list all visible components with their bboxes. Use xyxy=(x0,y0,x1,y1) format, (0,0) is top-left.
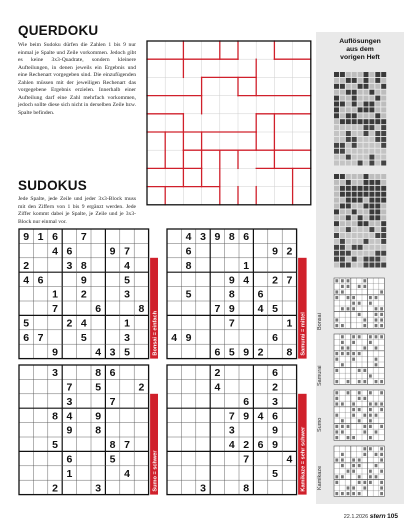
sudoku-given-digit: 9 xyxy=(23,231,30,244)
sudoku-given-digit: 3 xyxy=(200,482,206,495)
sudoku-given-digit: 9 xyxy=(109,245,116,258)
sudoku-given-digit: 8 xyxy=(243,482,250,495)
sudoku-samurai[interactable] xyxy=(166,228,312,360)
querdoku-grid[interactable] xyxy=(146,40,312,206)
sudoku-given-digit: 7 xyxy=(228,410,235,423)
sudoku-kamikaze[interactable] xyxy=(166,364,312,496)
sudoku-given-digit: 7 xyxy=(124,245,130,258)
sudoku-given-digit: 8 xyxy=(109,439,116,452)
sudoku-given-digit: 7 xyxy=(286,274,293,287)
sudokus-title: SUDOKUS xyxy=(18,178,87,193)
solution-label-sumo: Sumo xyxy=(317,417,323,432)
sudoku-given-digit: 4 xyxy=(228,439,235,452)
sudoku-given-digit: 8 xyxy=(95,424,102,437)
sudoku-given-digit: 3 xyxy=(200,231,206,244)
sudoku-given-digit: 6 xyxy=(257,288,264,301)
sudoku-given-digit: 6 xyxy=(23,331,30,344)
sudoku-given-digit: 5 xyxy=(272,303,278,316)
sudoku-given-digit: 9 xyxy=(228,274,235,287)
sudoku-given-digit: 3 xyxy=(124,288,130,301)
solutions-sidebar xyxy=(316,32,404,504)
sudoku-given-digit: 1 xyxy=(286,317,293,330)
sudoku-given-digit: 9 xyxy=(243,346,250,359)
solution-label-kamikaze: Kamikaze xyxy=(317,465,323,490)
sudoku-given-digit: 5 xyxy=(80,331,87,344)
sudoku-given-digit: 2 xyxy=(243,439,250,452)
sudoku-given-digit: 3 xyxy=(95,482,102,495)
sudoku-given-digit: 4 xyxy=(124,467,130,480)
sudoku-given-digit: 7 xyxy=(124,439,130,452)
sudoku-given-digit: 3 xyxy=(228,424,235,437)
page-footer xyxy=(344,513,398,520)
sudoku-given-digit: 4 xyxy=(243,274,250,287)
sudoku-given-digit: 9 xyxy=(66,424,73,437)
sudoku-given-digit: 6 xyxy=(257,439,264,452)
solution-label-bonsai: Bonsai xyxy=(317,313,323,330)
sudoku-given-digit: 4 xyxy=(286,453,293,466)
querdoku-title: QUERDOKU xyxy=(18,23,99,38)
sudoku-given-digit: 9 xyxy=(185,331,192,344)
sudoku-given-digit: 9 xyxy=(52,346,58,359)
sudoku-given-digit: 6 xyxy=(66,245,73,258)
sudoku-given-digit: 5 xyxy=(124,274,130,287)
sudoku-given-digit: 4 xyxy=(171,331,178,344)
sudoku-given-digit: 4 xyxy=(185,231,192,244)
sudoku-given-digit: 5 xyxy=(272,467,278,480)
sudoku-given-digit: 8 xyxy=(52,410,58,423)
sudoku-given-digit: 2 xyxy=(138,381,145,394)
sudoku-given-digit: 5 xyxy=(23,317,30,330)
sudoku-given-digit: 1 xyxy=(66,467,73,480)
sudoku-given-digit: 6 xyxy=(109,367,116,380)
sudoku-given-digit: 5 xyxy=(185,288,192,301)
sudoku-given-digit: 7 xyxy=(52,303,58,316)
difficulty-label: Bonsai = einfach xyxy=(152,310,158,356)
sudoku-given-digit: 4 xyxy=(257,410,264,423)
sudoku-given-digit: 2 xyxy=(272,274,278,287)
sudoku-given-digit: 5 xyxy=(124,346,130,359)
sudoku-given-digit: 8 xyxy=(95,367,102,380)
sudoku-given-digit: 2 xyxy=(80,288,87,301)
querdoku-instructions: Wie beim Sudoku dürfen die Zahlen 1 bis 9 nur einmal je Spalte und Zeile vorkommen. Jedoch gibt es keine 3x3-Quadrate, sondern kleinere Aufteilungen, in denen jeweils ein Ergebnis und eine Rechenart vorgegeben sind. Die einzufügenden Zahlen müssen mit der jeweiligen Rechenart das vorgegebene Ergebnis erzielen. Innerhalb einer Aufteilung darf eine Zahl mehrfach vorkommen, jedoch sollte diese sich nicht in derselben Zeile bzw. Spalte befinden. xyxy=(18,42,136,116)
sudoku-given-digit: 8 xyxy=(80,259,87,272)
sudoku-given-digit: 3 xyxy=(109,346,116,359)
sudoku-given-digit: 1 xyxy=(52,288,58,301)
sudoku-given-digit: 2 xyxy=(286,245,293,258)
sudoku-given-digit: 4 xyxy=(66,410,73,423)
solution-querdoku-thumbnail xyxy=(326,68,396,270)
sudoku-given-digit: 1 xyxy=(37,231,44,244)
sudoku-given-digit: 3 xyxy=(66,395,73,408)
sudoku-given-digit: 5 xyxy=(95,381,102,394)
sudoku-given-digit: 3 xyxy=(124,331,130,344)
sudoku-given-digit: 2 xyxy=(214,367,221,380)
brand-logo: stern xyxy=(369,513,386,520)
sudoku-given-digit: 8 xyxy=(138,303,145,316)
difficulty-label: Sumo = schwer xyxy=(152,450,158,492)
sudoku-given-digit: 1 xyxy=(243,259,250,272)
sudoku-given-digit: 6 xyxy=(272,410,278,423)
sudoku-given-digit: 9 xyxy=(214,231,221,244)
solutions-heading: Auflösungen aus dem vorigen Heft xyxy=(339,38,381,62)
sudoku-given-digit: 4 xyxy=(80,317,87,330)
sudoku-given-digit: 4 xyxy=(23,274,30,287)
issue-date: 22.1.2026 xyxy=(343,514,369,520)
sudoku-given-digit: 9 xyxy=(272,245,278,258)
sudoku-given-digit: 2 xyxy=(257,346,264,359)
sudoku-given-digit: 6 xyxy=(66,453,73,466)
sudoku-given-digit: 7 xyxy=(37,331,44,344)
solution-label-samurai: Samurai xyxy=(317,365,323,386)
sudoku-given-digit: 2 xyxy=(52,482,58,495)
sudoku-given-digit: 6 xyxy=(272,367,278,380)
sudoku-given-digit: 9 xyxy=(80,274,87,287)
sudoku-given-digit: 9 xyxy=(95,410,102,423)
sudoku-given-digit: 5 xyxy=(109,453,116,466)
sudoku-given-digit: 6 xyxy=(214,346,221,359)
sudoku-given-digit: 8 xyxy=(286,346,293,359)
sudoku-bonsai[interactable] xyxy=(18,228,158,360)
sudoku-given-digit: 6 xyxy=(37,274,44,287)
sudoku-given-digit: 6 xyxy=(185,245,192,258)
sudoku-given-digit: 7 xyxy=(243,453,250,466)
sudoku-given-digit: 9 xyxy=(243,410,250,423)
sudoku-given-digit: 7 xyxy=(109,395,116,408)
difficulty-label: Kamikaze = sehr schwer xyxy=(300,426,307,492)
sudoku-given-digit: 8 xyxy=(228,231,235,244)
sudoku-given-digit: 2 xyxy=(23,259,30,272)
sudoku-given-digit: 4 xyxy=(52,245,58,258)
sudoku-given-digit: 2 xyxy=(272,381,278,394)
sudoku-given-digit: 7 xyxy=(80,231,87,244)
sudoku-given-digit: 6 xyxy=(52,231,58,244)
sudoku-given-digit: 6 xyxy=(272,331,278,344)
sudoku-given-digit: 9 xyxy=(228,303,235,316)
sudoku-given-digit: 3 xyxy=(272,395,278,408)
sudoku-given-digit: 6 xyxy=(243,395,250,408)
sudoku-given-digit: 2 xyxy=(66,317,73,330)
sudoku-given-digit: 8 xyxy=(228,288,235,301)
sudoku-given-digit: 3 xyxy=(66,259,73,272)
sudoku-sumo[interactable] xyxy=(18,364,158,496)
sudoku-given-digit: 6 xyxy=(243,231,250,244)
sudoku-given-digit: 7 xyxy=(228,317,235,330)
sudokus-instructions: Jede Spalte, jede Zeile und jeder 3x3-Block muss mit den Ziffern von 1 bis 9 ergänzt werden. Jede Ziffer kommt dabei je Spalte, je Zeile und je 3x3-Block nur einmal vor. xyxy=(18,196,136,225)
sudoku-given-digit: 5 xyxy=(228,346,235,359)
sudoku-given-digit: 5 xyxy=(52,439,58,452)
difficulty-label: Samurai = mittel xyxy=(300,312,307,356)
solution-sudokus-thumbnails xyxy=(326,276,396,500)
sudoku-given-digit: 6 xyxy=(95,303,102,316)
sudoku-given-digit: 4 xyxy=(95,346,102,359)
sudoku-given-digit: 4 xyxy=(257,303,264,316)
sudoku-given-digit: 7 xyxy=(66,381,73,394)
sudoku-given-digit: 7 xyxy=(214,303,221,316)
sudoku-given-digit: 9 xyxy=(272,439,278,452)
sudoku-given-digit: 9 xyxy=(272,424,278,437)
sudoku-given-digit: 4 xyxy=(214,381,221,394)
sudoku-given-digit: 1 xyxy=(124,317,130,330)
page-number: 105 xyxy=(387,513,398,520)
sudoku-given-digit: 4 xyxy=(124,259,130,272)
sudoku-given-digit: 8 xyxy=(185,259,192,272)
sudoku-given-digit: 3 xyxy=(52,367,58,380)
